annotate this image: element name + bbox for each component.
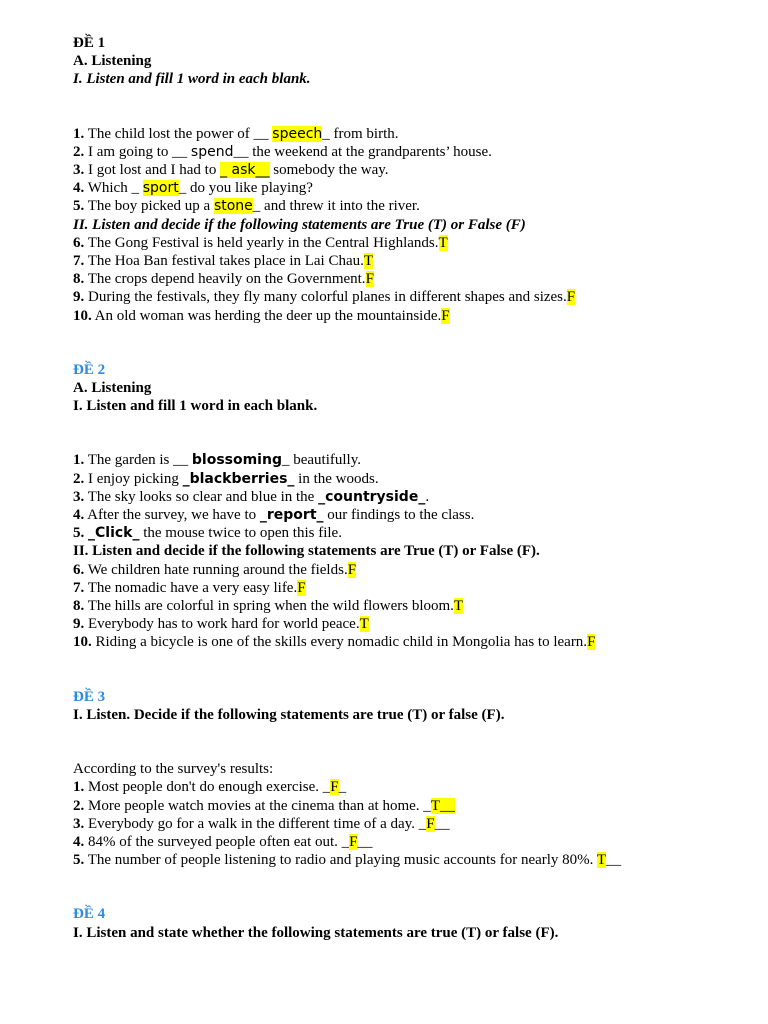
de3-tf-2: 2. More people watch movies at the cinema than at home. _T__ bbox=[73, 797, 455, 814]
de1-tf-9: 9. During the festivals, they fly many colorful planes in different shapes and sizes.F bbox=[73, 289, 576, 306]
de3-tf-4: 4. 84% of the surveyed people often eat out. _F__ bbox=[73, 833, 373, 850]
de1-tf-6: 6. The Gong Festival is held yearly in the Central Highlands.T bbox=[73, 234, 448, 251]
de2-title: ĐỀ 2 bbox=[73, 361, 106, 378]
de1-part2-title: II. Listen and decide if the following statements are True (T) or False (F) bbox=[73, 216, 526, 233]
answer: T bbox=[438, 234, 448, 251]
answer: _countryside_ bbox=[318, 488, 426, 505]
answer: T__ bbox=[430, 797, 455, 814]
de2-tf-9: 9. Everybody has to work hard for world peace.T bbox=[73, 616, 369, 633]
answer: F bbox=[441, 307, 450, 324]
de2-part-a: A. Listening bbox=[73, 380, 152, 397]
answer: T bbox=[363, 253, 374, 270]
de4-title: ĐỀ 4 bbox=[73, 906, 106, 923]
answer: stone bbox=[213, 198, 253, 215]
de1-item-2: 2. I am going to __ spend__ the weekend at the grandparents’ house. bbox=[73, 143, 492, 160]
answer: F bbox=[330, 779, 339, 796]
answer: F bbox=[566, 289, 576, 306]
de2-item-4: 4. After the survey, we have to _report_ our findings to the class. bbox=[73, 507, 475, 524]
answer: F bbox=[365, 271, 374, 288]
de2-tf-7: 7. The nomadic have a very easy life.F bbox=[73, 579, 306, 596]
de1-part-a: A. Listening bbox=[73, 53, 152, 70]
de2-part1-title: I. Listen and fill 1 word in each blank. bbox=[73, 398, 318, 415]
answer: _Click_ bbox=[88, 525, 140, 542]
de2-tf-8: 8. The hills are colorful in spring when the wild flowers bloom.T bbox=[73, 598, 464, 615]
de1-item-3: 3. I got lost and I had to _ ask__ somebody the way. bbox=[73, 162, 389, 179]
de2-item-1: 1. The garden is __ blossoming_ beautifully. bbox=[73, 452, 361, 469]
answer: F bbox=[587, 634, 596, 651]
answer: T bbox=[596, 852, 607, 869]
answer: _report_ bbox=[259, 507, 324, 524]
answer: speech bbox=[272, 125, 323, 142]
answer: F bbox=[349, 833, 358, 850]
de1-tf-10: 10. An old woman was herding the deer up the mountainside.F bbox=[73, 307, 450, 324]
answer: T bbox=[359, 616, 369, 633]
de3-part1-title: I. Listen. Decide if the following statements are true (T) or false (F). bbox=[73, 706, 505, 723]
de1-tf-8: 8. The crops depend heavily on the Government.F bbox=[73, 271, 374, 288]
de2-tf-6: 6. We children hate running around the fields.F bbox=[73, 561, 357, 578]
de2-item-3: 3. The sky looks so clear and blue in the _countryside_. bbox=[73, 488, 430, 505]
de2-item-2: 2. I enjoy picking _blackberries_ in the woods. bbox=[73, 470, 379, 487]
answer: spend bbox=[190, 143, 234, 160]
de1-item-5: 5. The boy picked up a stone_ and threw it into the river. bbox=[73, 198, 420, 215]
de2-item-5: 5. _Click_ the mouse twice to open this file. bbox=[73, 525, 342, 542]
de3-tf-3: 3. Everybody go for a walk in the different time of a day. _F__ bbox=[73, 815, 450, 832]
answer: sport bbox=[142, 180, 179, 197]
de4-part1-title: I. Listen and state whether the following statements are true (T) or false (F). bbox=[73, 924, 559, 941]
de1-title: ĐỀ 1 bbox=[73, 35, 106, 51]
de3-title: ĐỀ 3 bbox=[73, 688, 106, 705]
answer: _ ask__ bbox=[220, 162, 270, 179]
answer: F bbox=[297, 579, 306, 596]
answer: blossoming bbox=[191, 452, 282, 469]
de1-item-1: 1. The child lost the power of __ speech_ from birth. bbox=[73, 125, 399, 142]
de3-tf-1: 1. Most people don't do enough exercise. _F_ bbox=[73, 779, 347, 796]
answer: F bbox=[347, 561, 357, 578]
de1-tf-7: 7. The Hoa Ban festival takes place in Lai Chau.T bbox=[73, 253, 374, 270]
answer: F bbox=[426, 815, 435, 832]
answer: _blackberries_ bbox=[182, 470, 295, 487]
de2-tf-10: 10. Riding a bicycle is one of the skills every nomadic child in Mongolia has to learn.F bbox=[73, 634, 596, 651]
de3-intro: According to the survey's results: bbox=[73, 761, 274, 778]
de2-part2-title: II. Listen and decide if the following statements are True (T) or False (F). bbox=[73, 543, 540, 560]
de1-part1-title: I. Listen and fill 1 word in each blank. bbox=[73, 71, 311, 88]
answer: T bbox=[453, 598, 464, 615]
de1-item-4: 4. Which _ sport_ do you like playing? bbox=[73, 180, 313, 197]
de3-tf-5: 5. The number of people listening to radio and playing music accounts for nearly 80%. T__ bbox=[73, 852, 622, 869]
